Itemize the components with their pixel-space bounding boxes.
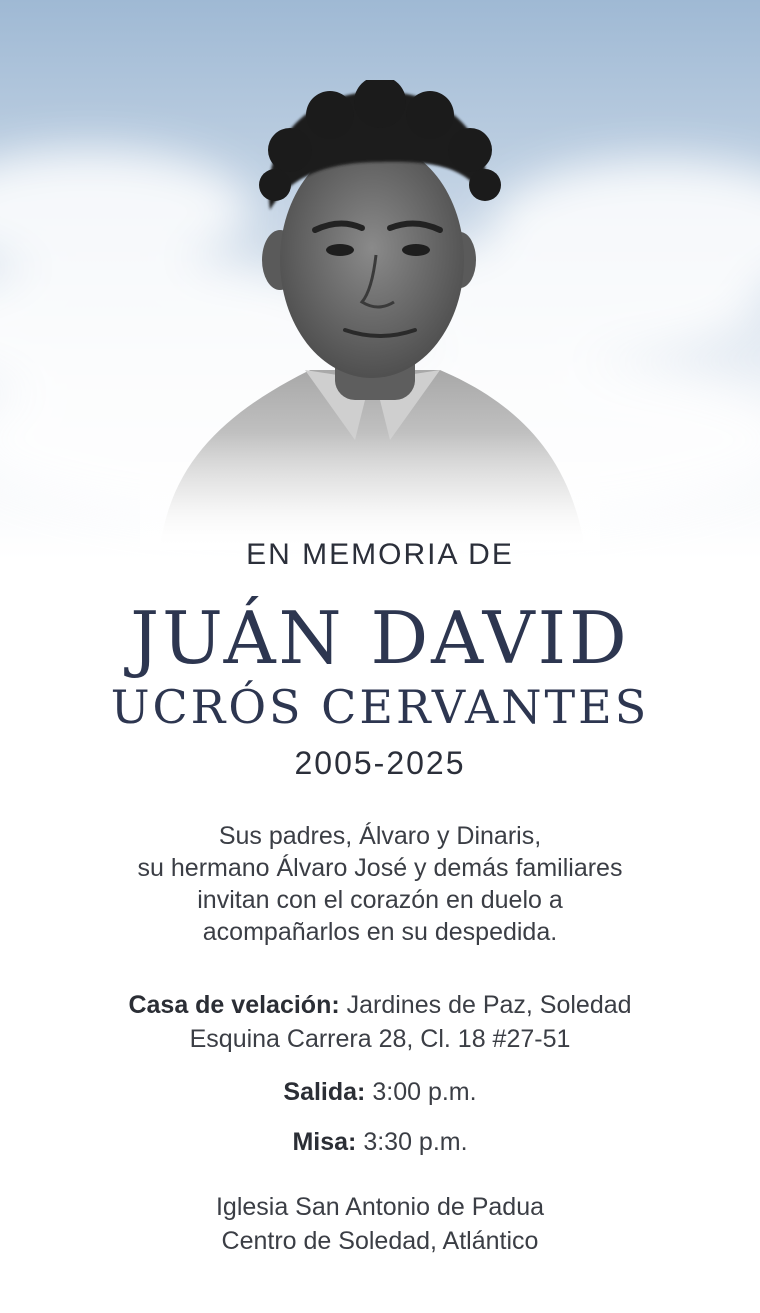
departure-time: 3:00 p.m. (372, 1078, 477, 1106)
wake-label: Casa de velación: (128, 991, 340, 1019)
wake-place: Jardines de Paz, Soledad (346, 991, 632, 1019)
church-name: Iglesia San Antonio de Padua (215, 1193, 545, 1221)
message-line: su hermano Álvaro José y demás familiares (137, 854, 623, 882)
memorial-eyebrow: EN MEMORIA DE (246, 538, 514, 571)
church-location: Centro de Soledad, Atlántico (221, 1227, 539, 1255)
church-info (0, 1190, 760, 1258)
life-years: 2005-2025 (294, 745, 466, 781)
message-line: acompañarlos en su despedida. (202, 918, 558, 946)
wake-address: Esquina Carrera 28, Cl. 18 #27-51 (189, 1025, 571, 1053)
departure-label: Salida: (283, 1078, 366, 1106)
deceased-last-name: UCRÓS CERVANTES (110, 680, 650, 734)
mass-time: 3:30 p.m. (363, 1128, 468, 1156)
wake-info (0, 988, 760, 1056)
mass-label: Misa: (292, 1128, 357, 1156)
mass-info (0, 1128, 760, 1157)
message-line: Sus padres, Álvaro y Dinaris, (218, 822, 542, 850)
portrait-photo-icon (140, 80, 600, 550)
family-message (0, 820, 760, 948)
message-line: invitan con el corazón en duelo a (197, 886, 563, 914)
deceased-first-name: JUÁN DAVID (130, 596, 630, 680)
departure-info (0, 1078, 760, 1107)
